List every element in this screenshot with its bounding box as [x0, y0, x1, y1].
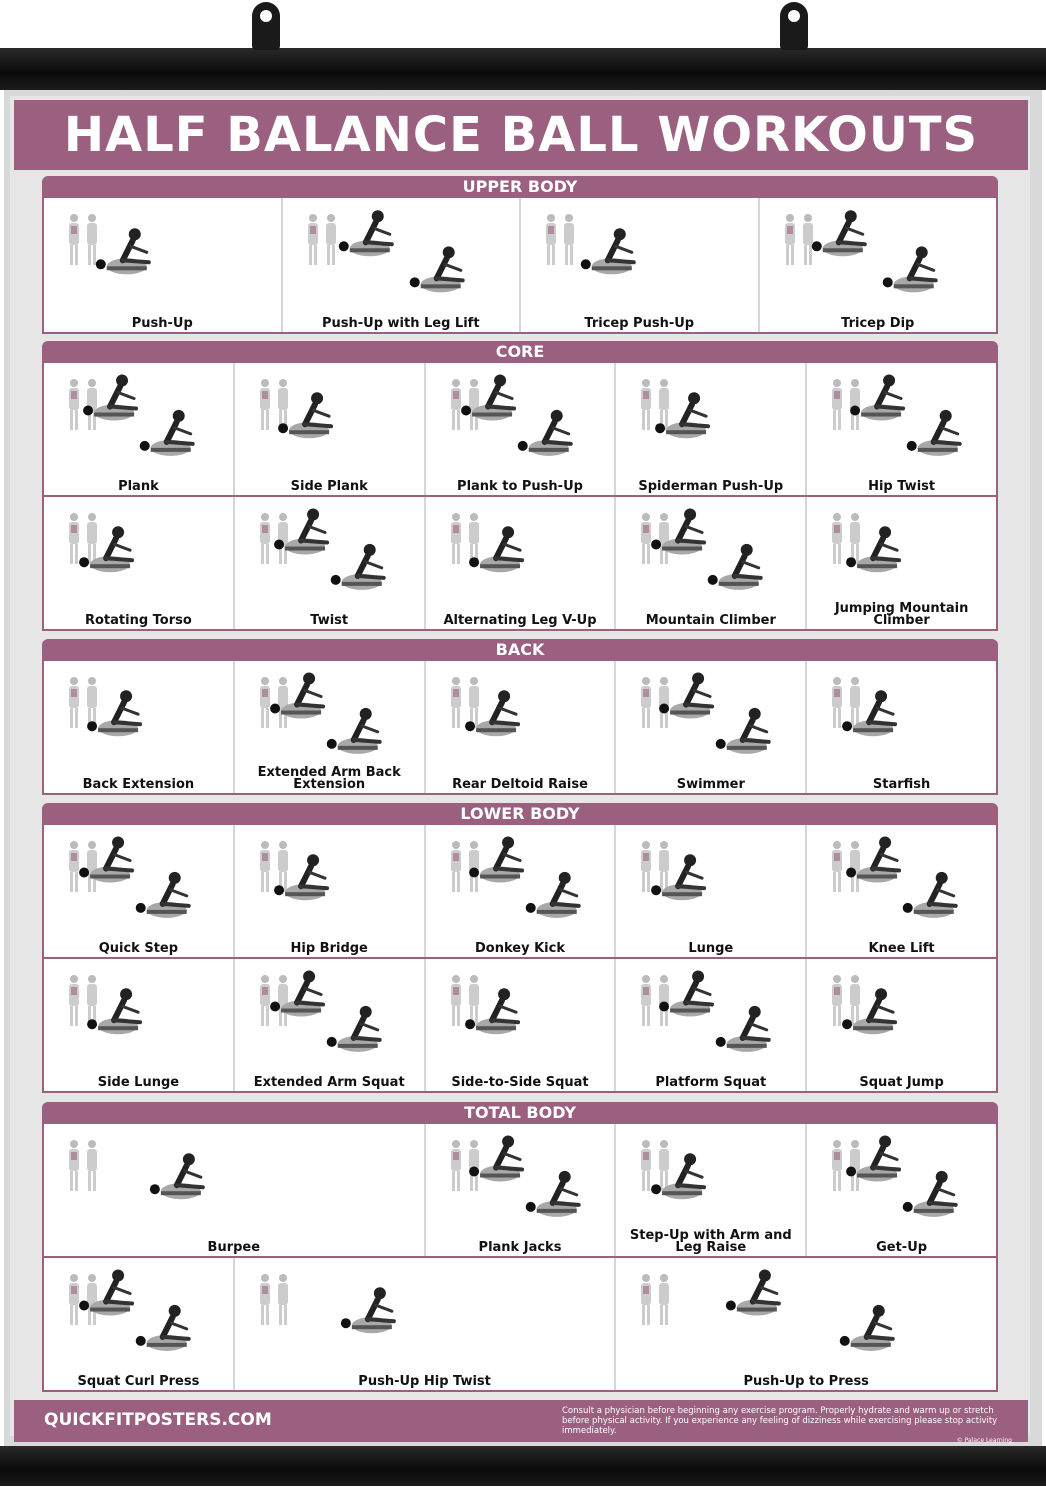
exercise-figure-icon [536, 872, 578, 918]
step-number-icon [726, 1301, 736, 1311]
muscle-diagram-icon [451, 1140, 479, 1191]
poster-header [14, 100, 1028, 170]
exercise-figure-icon [338, 708, 380, 754]
exercise-illustration [426, 959, 614, 1063]
exercise-card-tricep-push-up [521, 198, 758, 332]
exercise-card-spiderman-push-up [616, 363, 805, 495]
muscle-diagram-icon [451, 513, 479, 564]
exercise-illustration [426, 1124, 614, 1228]
exercise-illustration [44, 825, 232, 929]
step-number-icon [461, 406, 471, 416]
exercise-illustration [235, 497, 423, 601]
exercise-card-extended-arm-squat [235, 959, 424, 1091]
website-link[interactable]: QUICKFITPOSTERS.COM [44, 1410, 272, 1430]
exercise-row [44, 198, 996, 332]
muscle-diagram-icon [832, 841, 860, 892]
exercise-row [44, 363, 996, 495]
step-number-icon [278, 423, 288, 433]
exercise-label: Burpee [207, 1240, 261, 1255]
exercise-card-burpee [44, 1124, 424, 1256]
exercise-label: Push-Up to Press [743, 1374, 869, 1389]
exercise-card-rotating-torso [44, 497, 233, 629]
section-title: LOWER BODY [460, 804, 580, 823]
step-number-icon [331, 575, 341, 585]
exercise-card-alternating-leg-v-up [426, 497, 615, 629]
step-number-icon [96, 259, 106, 269]
exercise-illustration [44, 497, 232, 601]
exercise-illustration [283, 198, 519, 304]
exercise-illustration [807, 959, 995, 1063]
exercise-label: Rear Deltoid Raise [452, 777, 588, 792]
exercise-card-platform-squat [616, 959, 805, 1091]
step-number-icon [651, 1184, 661, 1194]
step-number-icon [79, 557, 89, 567]
step-number-icon [87, 1019, 97, 1029]
exercise-illustration [616, 825, 804, 929]
section-lower-body [42, 803, 998, 1093]
exercise-card-step-up-with-arm-and-leg-raise [616, 1124, 805, 1256]
step-number-icon [338, 241, 348, 251]
exercise-illustration [426, 825, 614, 929]
muscle-diagram-icon [260, 513, 288, 564]
exercise-illustration [235, 825, 423, 929]
exercise-row [44, 497, 996, 629]
exercise-card-side-to-side-squat [426, 959, 615, 1091]
step-number-icon [469, 1167, 479, 1177]
step-number-icon [903, 1202, 913, 1212]
muscle-diagram-icon [69, 677, 97, 728]
muscle-diagram-icon [641, 841, 669, 892]
exercise-card-squat-jump [807, 959, 996, 1091]
exercise-illustration [807, 497, 995, 601]
muscle-diagram-icon [641, 1274, 669, 1325]
exercise-figure-icon [918, 410, 960, 456]
step-number-icon [469, 557, 479, 567]
exercise-card-starfish [807, 661, 996, 793]
exercise-illustration [807, 1124, 995, 1228]
step-number-icon [846, 1167, 856, 1177]
exercise-illustration [616, 363, 804, 467]
step-number-icon [882, 277, 892, 287]
step-number-icon [140, 441, 150, 451]
exercise-card-plank-to-push-up [426, 363, 615, 495]
exercise-label: Hip Twist [868, 479, 936, 494]
step-number-icon [327, 739, 337, 749]
exercise-figure-icon [670, 971, 712, 1017]
exercise-illustration [44, 1258, 232, 1362]
section-total-body [42, 1102, 998, 1392]
exercise-figure-icon [737, 1270, 779, 1316]
step-number-icon [716, 1037, 726, 1047]
exercise-label: Tricep Dip [841, 316, 915, 331]
exercise-figure-icon [420, 246, 462, 292]
step-number-icon [87, 721, 97, 731]
muscle-diagram-icon [260, 841, 288, 892]
exercise-figure-icon [151, 410, 193, 456]
muscle-diagram-icon [832, 1140, 860, 1191]
exercise-illustration [44, 661, 232, 765]
muscle-diagram-icon [308, 214, 336, 265]
section-title: CORE [495, 342, 545, 361]
exercise-label: Push-Up [131, 316, 193, 331]
step-number-icon [83, 406, 93, 416]
step-number-icon [465, 1019, 475, 1029]
exercise-card-push-up-hip-twist [235, 1258, 615, 1390]
exercise-label: Donkey Kick [475, 941, 565, 956]
muscle-diagram-icon [546, 214, 574, 265]
step-number-icon [136, 903, 146, 913]
exercise-card-quick-step [44, 825, 233, 957]
exercise-illustration [616, 1258, 995, 1362]
exercise-label: Side-to-Side Squat [451, 1075, 589, 1090]
exercise-card-mountain-climber [616, 497, 805, 629]
exercise-label: Extended Arm Back Extension [257, 765, 401, 792]
exercise-figure-icon [352, 1287, 394, 1333]
exercise-card-lunge [616, 825, 805, 957]
muscle-diagram-icon [832, 379, 860, 430]
exercise-illustration [616, 661, 804, 765]
exercise-figure-icon [851, 1305, 893, 1351]
exercise-label: Plank [118, 479, 159, 494]
hanger-hook-icon [252, 2, 280, 50]
exercise-illustration [235, 661, 423, 765]
exercise-illustration [807, 363, 995, 467]
step-number-icon [270, 704, 280, 714]
section-title: UPPER BODY [462, 177, 578, 196]
exercise-figure-icon [592, 228, 634, 274]
exercise-card-jumping-mountain-climber [807, 497, 996, 629]
section-core [42, 341, 998, 631]
exercise-figure-icon [822, 210, 864, 256]
exercise-label: Rotating Torso [84, 613, 192, 628]
exercise-figure-icon [98, 690, 140, 736]
step-number-icon [274, 885, 284, 895]
step-number-icon [469, 868, 479, 878]
muscle-diagram-icon [69, 841, 97, 892]
step-number-icon [846, 868, 856, 878]
exercise-label: Plank Jacks [478, 1240, 562, 1255]
exercise-card-side-plank [235, 363, 424, 495]
exercise-figure-icon [349, 210, 391, 256]
muscle-diagram-icon [69, 379, 97, 430]
exercise-illustration [235, 363, 423, 467]
exercise-figure-icon [285, 854, 327, 900]
exercise-figure-icon [476, 988, 518, 1034]
exercise-row [44, 825, 996, 957]
exercise-label: Jumping Mountain Climber [834, 601, 969, 628]
exercise-figure-icon [476, 690, 518, 736]
muscle-diagram-icon [69, 1140, 97, 1191]
exercise-illustration [44, 363, 232, 467]
step-number-icon [655, 423, 665, 433]
exercise-label: Platform Squat [655, 1075, 767, 1090]
exercise-figure-icon [536, 1171, 578, 1217]
step-number-icon [465, 721, 475, 731]
exercise-row [44, 661, 996, 793]
muscle-diagram-icon [69, 975, 97, 1026]
exercise-figure-icon [342, 544, 384, 590]
step-number-icon [651, 885, 661, 895]
step-number-icon [525, 903, 535, 913]
muscle-diagram-icon [260, 1274, 288, 1325]
exercise-label: Push-Up with Leg Lift [321, 316, 480, 331]
step-number-icon [270, 1002, 280, 1012]
exercise-card-rear-deltoid-raise [426, 661, 615, 793]
exercise-figure-icon [857, 526, 899, 572]
step-number-icon [907, 441, 917, 451]
step-number-icon [842, 1019, 852, 1029]
muscle-diagram-icon [451, 841, 479, 892]
exercise-label: Knee Lift [868, 941, 935, 956]
exercise-illustration [807, 661, 995, 765]
hanger-hook-icon [780, 2, 808, 50]
exercise-figure-icon [914, 872, 956, 918]
exercise-card-push-up-to-press [616, 1258, 996, 1390]
section-title: BACK [495, 640, 545, 659]
exercise-label: Starfish [872, 777, 931, 792]
exercise-card-extended-arm-back-extension [235, 661, 424, 793]
exercise-card-plank-jacks [426, 1124, 615, 1256]
exercise-figure-icon [480, 526, 522, 572]
step-number-icon [136, 1336, 146, 1346]
exercise-label: Back Extension [82, 777, 195, 792]
exercise-illustration [44, 1124, 423, 1228]
exercise-figure-icon [161, 1153, 203, 1199]
exercise-card-twist [235, 497, 424, 629]
disclaimer-text: Consult a physician before beginning any exercise program. Properly hydrate and warm up or stretch before physical activity. If you experience any feeling of dizziness while exercising please stop activity immediately. [562, 1406, 998, 1436]
exercise-illustration [44, 959, 232, 1063]
exercise-card-back-extension [44, 661, 233, 793]
muscle-diagram-icon [451, 379, 479, 430]
exercise-figure-icon [719, 544, 761, 590]
exercise-card-get-up [807, 1124, 996, 1256]
muscle-diagram-icon [260, 975, 288, 1026]
exercise-card-push-up [44, 198, 281, 332]
exercise-row [44, 1124, 996, 1256]
exercise-illustration [44, 198, 280, 304]
exercise-illustration [521, 198, 757, 304]
exercise-illustration [235, 1258, 614, 1362]
exercise-label: Side Lunge [97, 1075, 180, 1090]
exercise-figure-icon [289, 392, 331, 438]
exercise-figure-icon [857, 837, 899, 883]
step-number-icon [517, 441, 527, 451]
exercise-label: Twist [310, 613, 349, 628]
exercise-row [44, 1258, 996, 1390]
exercise-label: Step-Up with Arm and Leg Raise [629, 1228, 792, 1255]
exercise-label: Push-Up Hip Twist [358, 1374, 491, 1389]
exercise-figure-icon [861, 375, 903, 421]
step-number-icon [659, 1002, 669, 1012]
muscle-diagram-icon [451, 975, 479, 1026]
step-number-icon [274, 540, 284, 550]
exercise-card-squat-curl-press [44, 1258, 233, 1390]
muscle-diagram-icon [260, 677, 288, 728]
exercise-card-donkey-kick [426, 825, 615, 957]
step-number-icon [525, 1202, 535, 1212]
exercise-label: Lunge [688, 941, 734, 956]
muscle-diagram-icon [832, 975, 860, 1026]
muscle-diagram-icon [641, 1140, 669, 1191]
exercise-illustration [426, 363, 614, 467]
exercise-illustration [426, 497, 614, 601]
exercise-figure-icon [285, 509, 327, 555]
poster-title: HALF BALANCE BALL WORKOUTS [63, 107, 979, 163]
muscle-diagram-icon [641, 513, 669, 564]
section-title: TOTAL BODY [464, 1103, 576, 1122]
exercise-illustration [807, 825, 995, 929]
exercise-label: Side Plank [290, 479, 368, 494]
step-number-icon [716, 739, 726, 749]
exercise-label: Quick Step [98, 941, 179, 956]
muscle-diagram-icon [641, 677, 669, 728]
step-number-icon [327, 1037, 337, 1047]
exercise-figure-icon [666, 392, 708, 438]
exercise-label: Mountain Climber [645, 613, 776, 628]
exercise-row [44, 959, 996, 1091]
exercise-figure-icon [893, 246, 935, 292]
disclaimer [562, 1406, 1012, 1446]
exercise-card-tricep-dip [760, 198, 997, 332]
exercise-figure-icon [857, 1136, 899, 1182]
step-number-icon [409, 277, 419, 287]
exercise-card-hip-twist [807, 363, 996, 495]
exercise-label: Extended Arm Squat [253, 1075, 405, 1090]
muscle-diagram-icon [69, 1274, 97, 1325]
step-number-icon [811, 241, 821, 251]
exercise-illustration [235, 959, 423, 1063]
exercise-illustration [760, 198, 996, 304]
muscle-diagram-icon [641, 975, 669, 1026]
step-number-icon [903, 903, 913, 913]
step-number-icon [708, 575, 718, 585]
muscle-diagram-icon [785, 214, 813, 265]
bottom-hanger-rod [0, 1446, 1046, 1486]
step-number-icon [842, 721, 852, 731]
poster-footer [14, 1400, 1028, 1442]
exercise-figure-icon [528, 410, 570, 456]
exercise-card-swimmer [616, 661, 805, 793]
exercise-label: Swimmer [676, 777, 745, 792]
muscle-diagram-icon [260, 379, 288, 430]
exercise-label: Plank to Push-Up [457, 479, 583, 494]
muscle-diagram-icon [451, 677, 479, 728]
muscle-diagram-icon [832, 677, 860, 728]
exercise-card-plank [44, 363, 233, 495]
muscle-diagram-icon [69, 513, 97, 564]
exercise-figure-icon [727, 1006, 769, 1052]
copyright: © Palace Learning [956, 1437, 1012, 1444]
exercise-label: Tricep Push-Up [584, 316, 695, 331]
exercise-figure-icon [147, 872, 189, 918]
step-number-icon [79, 1301, 89, 1311]
step-number-icon [850, 406, 860, 416]
exercise-figure-icon [727, 708, 769, 754]
step-number-icon [651, 540, 661, 550]
exercise-figure-icon [107, 228, 149, 274]
exercise-card-side-lunge [44, 959, 233, 1091]
exercise-figure-icon [670, 673, 712, 719]
muscle-diagram-icon [641, 379, 669, 430]
step-number-icon [840, 1336, 850, 1346]
exercise-figure-icon [98, 988, 140, 1034]
section-upper-body [42, 176, 998, 334]
exercise-label: Get-Up [876, 1240, 928, 1255]
step-number-icon [150, 1184, 160, 1194]
muscle-diagram-icon [832, 513, 860, 564]
exercise-illustration [426, 661, 614, 765]
exercise-figure-icon [338, 1006, 380, 1052]
step-number-icon [79, 868, 89, 878]
step-number-icon [581, 259, 591, 269]
exercise-label: Hip Bridge [290, 941, 368, 956]
exercise-figure-icon [480, 1136, 522, 1182]
exercise-figure-icon [480, 837, 522, 883]
exercise-illustration [616, 497, 804, 601]
section-back [42, 639, 998, 795]
exercise-label: Spiderman Push-Up [638, 479, 784, 494]
exercise-label: Squat Curl Press [77, 1374, 200, 1389]
exercise-label: Squat Jump [859, 1075, 944, 1090]
exercise-illustration [616, 1124, 804, 1228]
exercise-illustration [616, 959, 804, 1063]
exercise-card-knee-lift [807, 825, 996, 957]
step-number-icon [659, 704, 669, 714]
exercise-card-push-up-with-leg-lift [283, 198, 520, 332]
exercise-card-hip-bridge [235, 825, 424, 957]
exercise-figure-icon [147, 1305, 189, 1351]
step-number-icon [846, 557, 856, 567]
exercise-figure-icon [914, 1171, 956, 1217]
muscle-diagram-icon [69, 214, 97, 265]
exercise-label: Alternating Leg V-Up [443, 613, 597, 628]
top-hanger-rod [0, 48, 1046, 90]
step-number-icon [341, 1318, 351, 1328]
exercise-figure-icon [94, 375, 136, 421]
